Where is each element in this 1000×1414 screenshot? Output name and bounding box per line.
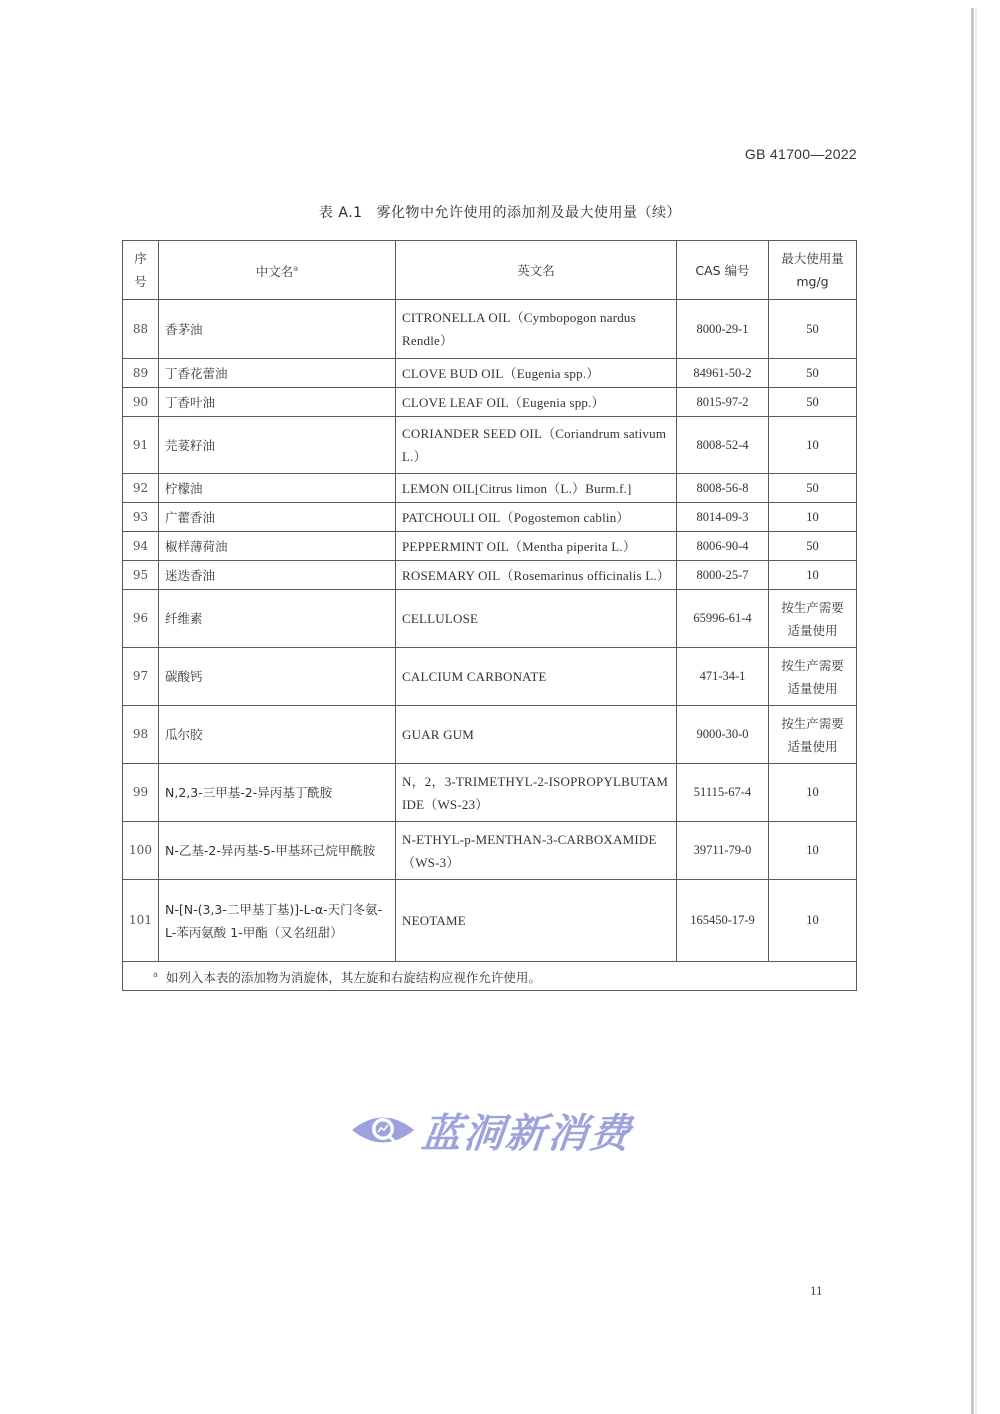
cell-zh: 迷迭香油 — [159, 561, 396, 590]
cell-en: CLOVE BUD OIL（Eugenia spp.） — [396, 359, 677, 388]
cell-cas: 8008-52-4 — [677, 417, 769, 474]
table-row — [123, 880, 857, 962]
cell-max: 10 — [769, 503, 857, 532]
table-row — [123, 474, 857, 503]
cell-max: 50 — [769, 300, 857, 359]
cell-max: 50 — [769, 388, 857, 417]
cell-en: NEOTAME — [396, 880, 677, 962]
table-row — [123, 706, 857, 764]
cell-cas: 471-34-1 — [677, 648, 769, 706]
table-number: 表 A.1 — [318, 205, 363, 221]
header-cas: CAS 编号 — [677, 241, 769, 300]
cell-max: 50 — [769, 532, 857, 561]
cell-en: CORIANDER SEED OIL（Coriandrum sativum L.） — [396, 417, 677, 474]
cell-zh: 瓜尔胶 — [159, 706, 396, 764]
cell-en: CITRONELLA OIL（Cymbopogon nardus Rendle） — [396, 300, 677, 359]
cell-cas: 9000-30-0 — [677, 706, 769, 764]
cell-no: 95 — [123, 561, 159, 590]
cell-no: 90 — [123, 388, 159, 417]
cell-en: PATCHOULI OIL（Pogostemon cablin） — [396, 503, 677, 532]
table-row — [123, 300, 857, 359]
cell-no: 96 — [123, 590, 159, 648]
cell-max: 按生产需要适量使用 — [769, 590, 857, 648]
cell-zh: 丁香叶油 — [159, 388, 396, 417]
table-footnote — [123, 962, 857, 991]
cell-cas: 8000-29-1 — [677, 300, 769, 359]
table-row — [123, 764, 857, 822]
cell-zh: 椒样薄荷油 — [159, 532, 396, 561]
cell-cas: 84961-50-2 — [677, 359, 769, 388]
cell-no: 94 — [123, 532, 159, 561]
table-row — [123, 359, 857, 388]
cell-no: 92 — [123, 474, 159, 503]
cell-cas: 51115-67-4 — [677, 764, 769, 822]
header-max-unit: mg/g — [796, 274, 829, 289]
cell-max: 10 — [769, 880, 857, 962]
cell-zh: 芫荽籽油 — [159, 417, 396, 474]
table-row — [123, 648, 857, 706]
cell-cas: 8008-56-8 — [677, 474, 769, 503]
cell-no: 91 — [123, 417, 159, 474]
cell-no: 89 — [123, 359, 159, 388]
header-en: 英文名 — [396, 241, 677, 300]
cell-no: 100 — [123, 822, 159, 880]
table-row — [123, 532, 857, 561]
eye-magnifier-icon — [350, 1109, 416, 1151]
watermark — [350, 1105, 650, 1155]
cell-no: 88 — [123, 300, 159, 359]
header-max — [769, 241, 857, 300]
cell-no: 93 — [123, 503, 159, 532]
cell-en: CALCIUM CARBONATE — [396, 648, 677, 706]
cell-en: PEPPERMINT OIL（Mentha piperita L.） — [396, 532, 677, 561]
cell-cas: 165450-17-9 — [677, 880, 769, 962]
header-max-label: 最大使用量 — [781, 251, 844, 266]
cell-max: 按生产需要适量使用 — [769, 648, 857, 706]
cell-en: CLOVE LEAF OIL（Eugenia spp.） — [396, 388, 677, 417]
table-caption — [0, 202, 1000, 222]
cell-cas: 8000-25-7 — [677, 561, 769, 590]
table-row — [123, 503, 857, 532]
cell-zh: 纤维素 — [159, 590, 396, 648]
cell-max: 10 — [769, 822, 857, 880]
table-header-row — [123, 241, 857, 300]
cell-en: CELLULOSE — [396, 590, 677, 648]
cell-zh: 柠檬油 — [159, 474, 396, 503]
cell-cas: 65996-61-4 — [677, 590, 769, 648]
cell-no: 101 — [123, 880, 159, 962]
footnote-mark: a — [293, 263, 299, 273]
header-no: 序号 — [123, 241, 159, 300]
cell-en: LEMON OIL[Citrus limon（L.）Burm.f.] — [396, 474, 677, 503]
cell-max: 10 — [769, 417, 857, 474]
cell-en: N，2，3-TRIMETHYL-2-ISOPROPYLBUTAMIDE（WS-23） — [396, 764, 677, 822]
standard-code: GB 41700—2022 — [744, 146, 857, 162]
cell-max: 10 — [769, 561, 857, 590]
cell-zh: 碳酸钙 — [159, 648, 396, 706]
cell-zh: N-[N-(3,3-二甲基丁基)]-L-α-天门冬氨-L-苯丙氨酸 1-甲酯（又名纽甜） — [159, 880, 396, 962]
cell-en: N-ETHYL-p-MENTHAN-3-CARBOXAMIDE（WS-3） — [396, 822, 677, 880]
header-zh — [159, 241, 396, 300]
footnote-text: 如列入本表的添加物为消旋体，其左旋和右旋结构应视作允许使用。 — [165, 970, 541, 986]
table-row — [123, 561, 857, 590]
table-title: 雾化物中允许使用的添加剂及最大使用量（续） — [376, 205, 682, 221]
table-row — [123, 590, 857, 648]
header-zh-label: 中文名 — [255, 264, 294, 280]
cell-zh: 丁香花蕾油 — [159, 359, 396, 388]
table-footnote-row — [123, 962, 857, 991]
cell-cas: 39711-79-0 — [677, 822, 769, 880]
cell-en: GUAR GUM — [396, 706, 677, 764]
cell-zh: 广藿香油 — [159, 503, 396, 532]
page-number: 11 — [810, 1283, 823, 1298]
table-row — [123, 822, 857, 880]
additives-table — [122, 240, 857, 991]
cell-cas: 8015-97-2 — [677, 388, 769, 417]
cell-max: 50 — [769, 474, 857, 503]
cell-no: 99 — [123, 764, 159, 822]
cell-max: 50 — [769, 359, 857, 388]
cell-no: 97 — [123, 648, 159, 706]
cell-zh: 香茅油 — [159, 300, 396, 359]
cell-cas: 8014-09-3 — [677, 503, 769, 532]
table-row — [123, 388, 857, 417]
cell-no: 98 — [123, 706, 159, 764]
cell-max: 10 — [769, 764, 857, 822]
cell-zh: N-乙基-2-异丙基-5-甲基环己烷甲酰胺 — [159, 822, 396, 880]
footnote-mark: a — [153, 969, 158, 979]
cell-max: 按生产需要适量使用 — [769, 706, 857, 764]
cell-zh: N,2,3-三甲基-2-异丙基丁酰胺 — [159, 764, 396, 822]
cell-cas: 8006-90-4 — [677, 532, 769, 561]
cell-en: ROSEMARY OIL（Rosemarinus officinalis L.） — [396, 561, 677, 590]
table-row — [123, 417, 857, 474]
watermark-text: 蓝洞新消费 — [419, 1110, 635, 1157]
